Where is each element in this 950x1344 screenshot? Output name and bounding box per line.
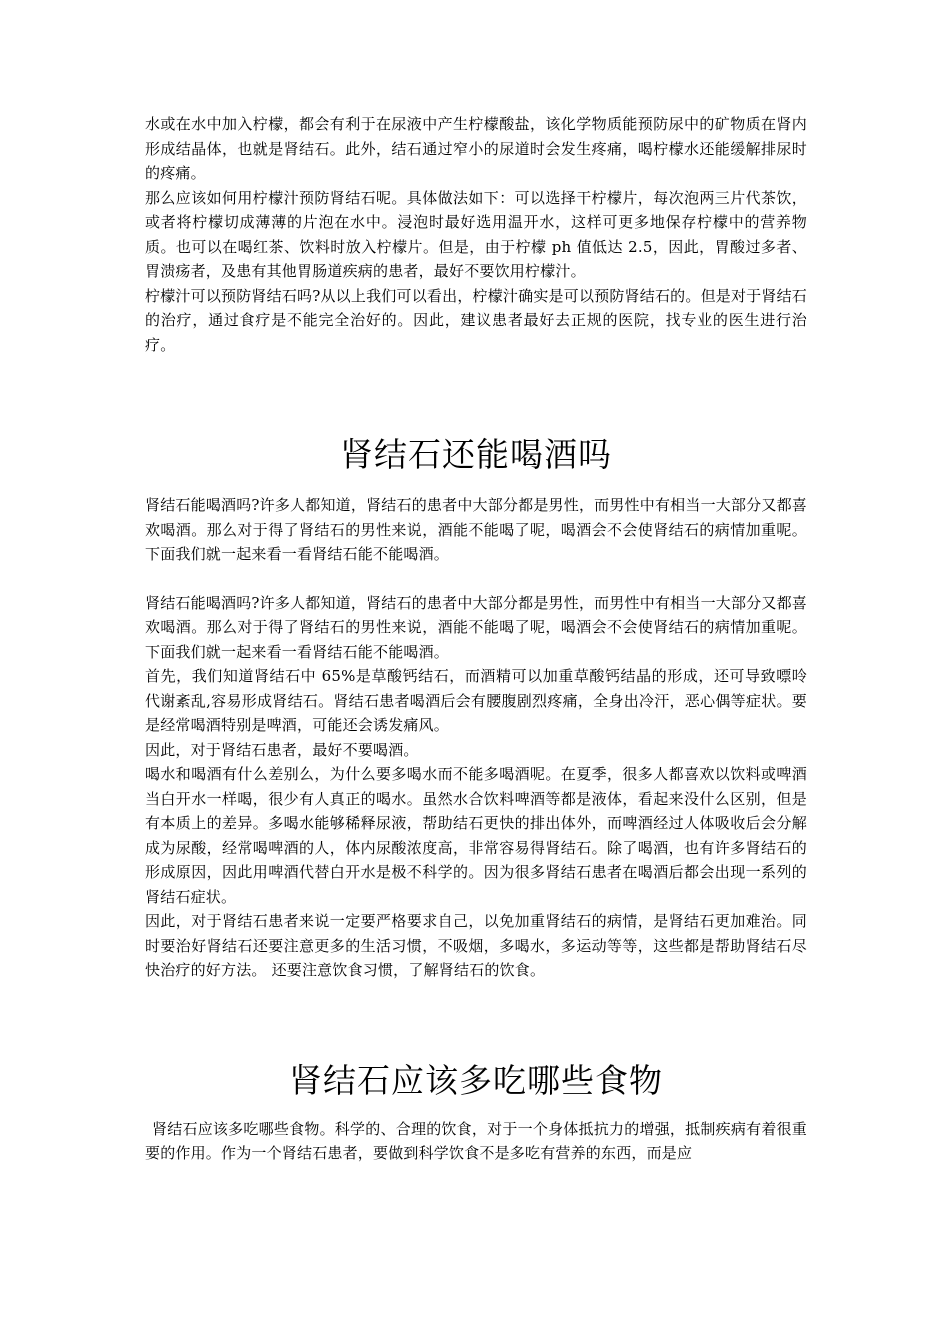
section-1-paragraph-4: 喝水和喝酒有什么差别么，为什么要多喝水而不能多喝酒呢。在夏季，很多人都喜欢以饮料或啤酒当白开水一样喝，很少有人真正的喝水。虽然水合饮料啤酒等都是液体，看起来没什么区别，但是有本质上的差异。多喝水能够稀释尿液，帮助结石更快的排出体外，而啤酒经过人体吸收后会分解成为尿酸，经常喝啤酒的人，体内尿酸浓度高，非常容易得肾结石。除了喝酒，也有许多肾结石的形成原因，因此用啤酒代替白开水是极不科学的。因为很多肾结石患者在喝酒后都会出现一系列的肾结石症状。 — [145, 765, 807, 906]
section-2-title: 肾结石应该多吃哪些食物 — [289, 1060, 663, 1100]
intro-paragraph-3: 柠檬汁可以预防肾结石吗?从以上我们可以看出，柠檬汁确实是可以预防肾结石的。但是对于肾结石的治疗，通过食疗是不能完全治好的。因此，建议患者最好去正规的医院，找专业的医生进行治疗。 — [145, 286, 807, 354]
intro-paragraph-2: 那么应该如何用柠檬汁预防肾结石呢。具体做法如下：可以选择干柠檬片，每次泡两三片代茶饮，或者将柠檬切成薄薄的片泡在水中。浸泡时最好选用温开水，这样可更多地保存柠檬中的营养物质。也可以在喝红茶、饮料时放入柠檬片。但是，由于柠檬 ph 值低达 2.5，因此，胃酸过多者、胃溃疡者，及患有其他胃肠道疾病的患者，最好不要饮用柠檬汁。 — [145, 188, 807, 280]
section-1-paragraph-1: 肾结石能喝酒吗?许多人都知道，肾结石的患者中大部分都是男性，而男性中有相当一大部分又都喜欢喝酒。那么对于得了肾结石的男性来说，酒能不能喝了呢，喝酒会不会使肾结石的病情加重呢。下面我们就一起来看一看肾结石能不能喝酒。 — [145, 593, 807, 661]
section-1-paragraph-3: 因此，对于肾结石患者，最好不要喝酒。 — [145, 740, 419, 759]
section-spacer — [145, 983, 807, 1059]
section-1-paragraph-5: 因此，对于肾结石患者来说一定要严格要求自己，以免加重肾结石的病情，是肾结石更加难治。同时要治好肾结石还要注意更多的生活习惯，不吸烟，多喝水，多运动等等，这些都是帮助肾结石尽快治疗的好方法。 还要注意饮食习惯，了解肾结石的饮食。 — [145, 912, 807, 979]
section-1-paragraph-2: 首先，我们知道肾结石中 65%是草酸钙结石，而酒精可以加重草酸钙结晶的形成，还可导致嘌呤代谢紊乱,容易形成肾结石。肾结石患者喝酒后会有腰腹剧烈疼痛，全身出冷汗，恶心偶等症状。要是经常喝酒特别是啤酒，可能还会诱发痛风。 — [145, 667, 807, 734]
section-1-title: 肾结石还能喝酒吗 — [340, 435, 612, 474]
paragraph-spacer — [145, 567, 807, 591]
document-page — [145, 112, 807, 1166]
section-2-paragraph-1: 肾结石应该多吃哪些食物。科学的、合理的饮食，对于一个身体抵抗力的增强，抵制疾病有着很重要的作用。作为一个肾结石患者，要做到科学饮食不是多吃有营养的东西，而是应 — [145, 1119, 807, 1162]
intro-paragraph-1: 水或在水中加入柠檬，都会有利于在尿液中产生柠檬酸盐，该化学物质能预防尿中的矿物质在肾内形成结晶体，也就是肾结石。此外，结石通过窄小的尿道时会发生疼痛，喝柠檬水还能缓解排尿时的疼痛。 — [145, 115, 807, 182]
section-1-lead: 肾结石能喝酒吗?许多人都知道，肾结石的患者中大部分都是男性，而男性中有相当一大部分又都喜欢喝酒。那么对于得了肾结石的男性来说，酒能不能喝了呢，喝酒会不会使肾结石的病情加重呢。下面我们就一起来看一看肾结石能不能喝酒。 — [145, 496, 807, 563]
section-spacer — [145, 357, 807, 433]
